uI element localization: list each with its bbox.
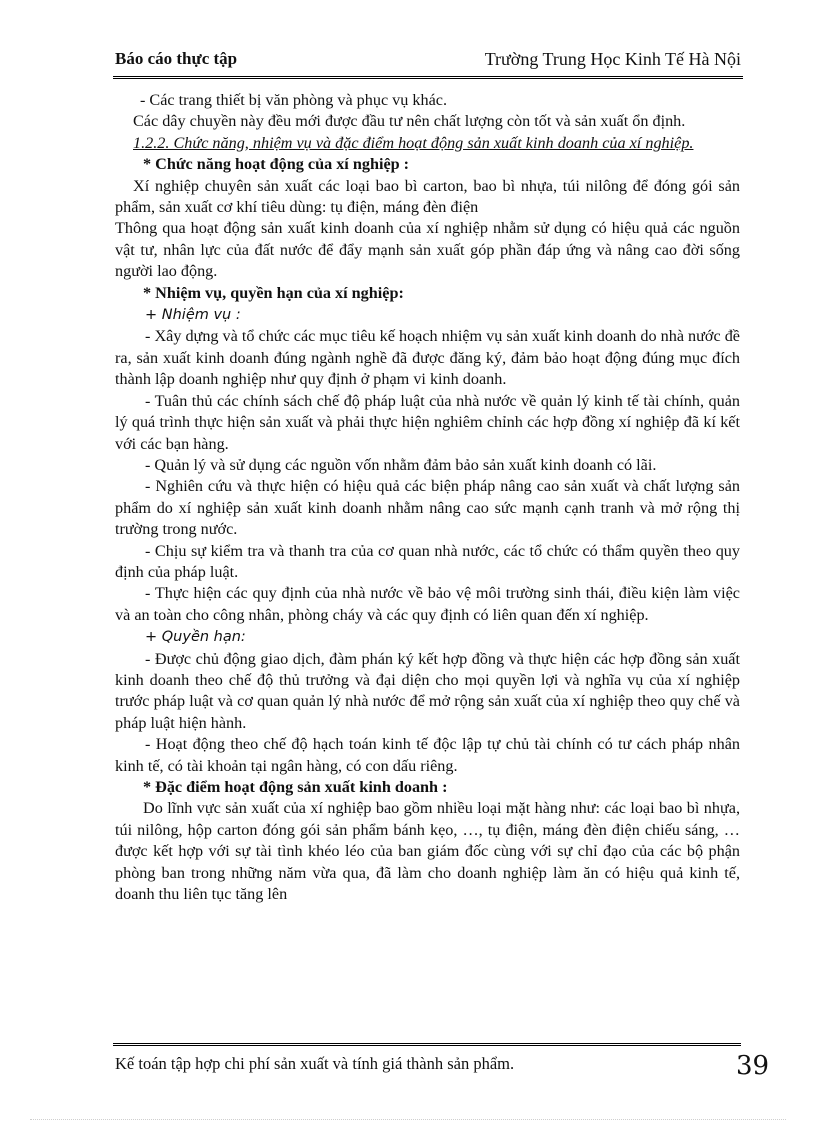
paragraph-function: Xí nghiệp chuyên sản xuất các loại bao bì carton, bao bì nhựa, túi nilông để đóng gói sản phẩm, sản xuất cơ khí tiêu dùng: tụ điện, máng đèn điện [115,176,740,217]
duty-item: - Quản lý và sử dụng các nguồn vốn nhằm đảm bảo sản xuất kinh doanh có lãi. [145,455,657,474]
footer-title: Kế toán tập hợp chi phí sản xuất và tính giá thành sản phẩm. [115,1054,515,1073]
page-header [115,49,741,75]
paragraph-lines-status: Các dây chuyền này đều mới được đầu tư nên chất lượng còn tốt và sản xuất ổn định. [133,112,686,131]
page-bottom-edge [30,1119,786,1120]
label-duties: + Nhiệm vụ : [145,307,241,324]
footer-divider [113,1043,741,1046]
equipment-bullet: - Các trang thiết bị văn phòng và phục vụ khác. [140,91,448,109]
rights-item: - Hoạt động theo chế độ hạch toán kinh tế độc lập tự chủ tài chính có tư cách pháp nhân kinh tế, có tài khoản tại ngân hàng, có con dấu riêng. [115,735,740,775]
subheading-characteristics: * Đặc điểm hoạt động sản xuất kinh doanh : [143,778,448,796]
section-heading: 1.2.2. Chức năng, nhiệm vụ và đặc điểm hoạt động sản xuất kinh doanh của xí nghiệp. [133,133,694,152]
subheading-function: * Chức năng hoạt động của xí nghiệp : [143,155,410,174]
duty-item: - Thực hiện các quy định của nhà nước về bảo vệ môi trường sinh thái, điều kiện làm việc và an toàn cho công nhân, phòng cháy và các quy định có liên quan đến xí nghiệp. [115,584,740,624]
document-body [115,90,740,905]
duty-item: - Tuân thủ các chính sách chế độ pháp luật của nhà nước về quản lý kinh tế tài chính, quản lý quá trình thực hiện sản xuất và phải thực hiện nghiêm chỉnh các hợp đồng xí nghiệp đã kí kết với các bạn hàng. [115,391,740,453]
header-report-title: Báo cáo thực tập [115,49,238,68]
duty-item: - Nghiên cứu và thực hiện có hiệu quả các biện pháp nâng cao sản xuất và chất lượng sản phẩm do xí nghiệp sản xuất kinh doanh nhằm nâng cao sức mạnh cạnh tranh và mở rộng thị trường trong nước. [115,477,740,539]
subheading-duties: * Nhiệm vụ, quyền hạn của xí nghiệp: [143,283,404,302]
header-school-name: Trường Trung Học Kinh Tế Hà Nội [484,49,741,69]
label-rights: + Quyền hạn: [145,629,246,646]
page-number: 39 [736,1051,770,1081]
header-divider [113,76,743,79]
rights-item: - Được chủ động giao dịch, đàm phán ký kết hợp đồng và thực hiện các hợp đồng sản xuất kinh doanh theo chế độ thủ trưởng và đại diện cho mọi quyền lợi và nghĩa vụ của xí nghiệp trước pháp luật và cơ quan quản lý nhà nước để mở rộng sản xuất của xí nghiệp theo quy chế và pháp luật hiện hành. [115,649,740,732]
paragraph-characteristics: Do lĩnh vực sản xuất của xí nghiệp bao gồm nhiều loại mặt hàng như: các loại bao bì nhựa, túi nilông, hộp carton đóng gói sản phẩm bánh kẹo, …, tụ điện, máng đèn điện chiếu sáng, …được kết hợp với sự tài tình khéo léo của ban giám đốc cùng với sự chỉ đạo của các bộ phận phòng ban trong những năm vừa qua, đã làm cho doanh nghiệp làm ăn có hiệu quả kinh tế, doanh thu liên tục tăng lên [115,799,740,904]
duty-item: - Chịu sự kiểm tra và thanh tra của cơ quan nhà nước, các tổ chức có thẩm quyền theo quy định của pháp luật. [115,541,740,581]
paragraph-purpose: Thông qua hoạt động sản xuất kinh doanh của xí nghiệp nhằm sử dụng có hiệu quả các nguồn vật tư, nhân lực của đất nước để đẩy mạnh sản xuất góp phần đáp ứng và nâng cao đời sống người lao động. [115,219,740,281]
duty-item: - Xây dựng và tổ chức các mục tiêu kế hoạch nhiệm vụ sản xuất kinh doanh do nhà nước đề ra, sản xuất kinh doanh đúng ngành nghề đã được đăng ký, đảm bảo hoạt động đúng mục đích thành lập doanh nghiệp như quy định ở phạm vi kinh doanh. [115,327,740,389]
